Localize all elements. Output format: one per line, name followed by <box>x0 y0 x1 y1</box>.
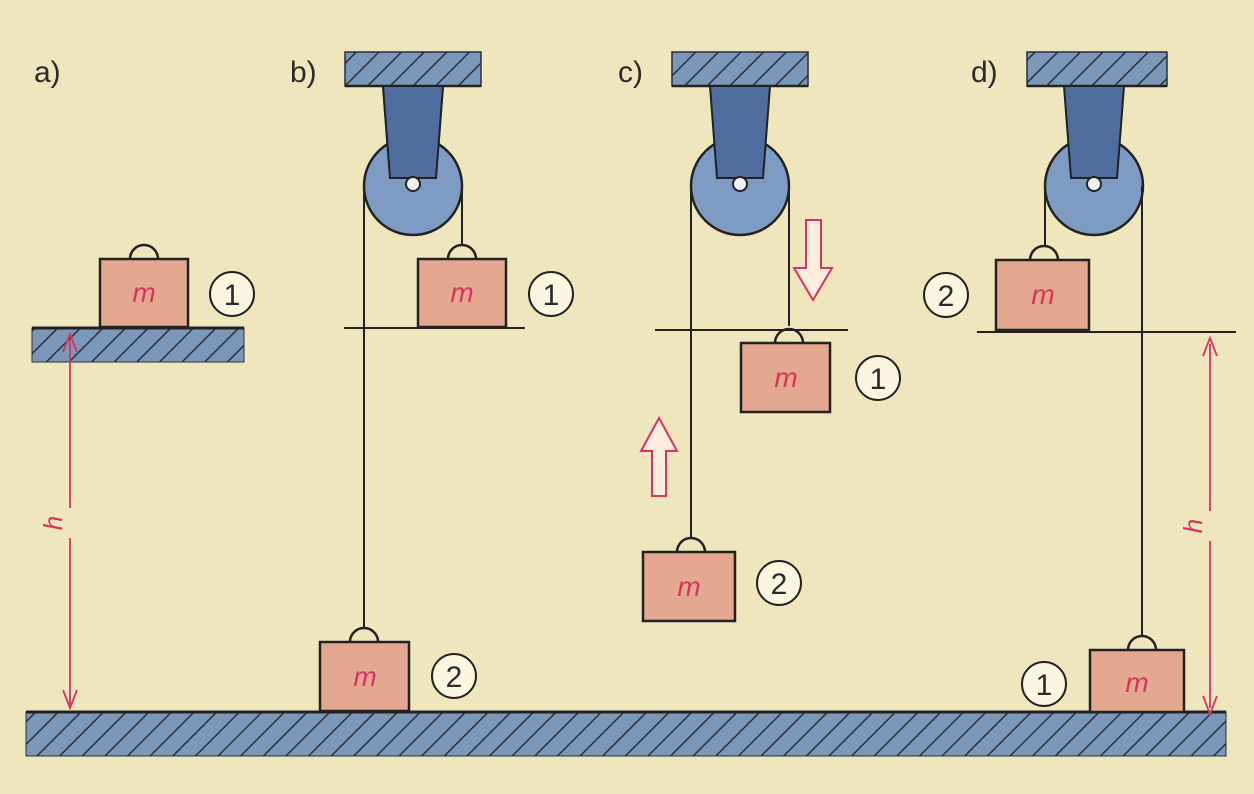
mass-number-1: 1 <box>869 363 887 396</box>
hollow-up-arrow-icon <box>641 418 677 496</box>
mass-label: m <box>677 571 701 602</box>
mass-1-block <box>100 245 188 327</box>
mass-label: m <box>1125 667 1149 698</box>
panel-b <box>290 52 573 711</box>
mass-2-block <box>643 538 735 621</box>
mass-label: m <box>450 277 474 308</box>
mass-number-1: 1 <box>1035 669 1053 702</box>
mass-1-block <box>741 329 830 412</box>
panel-c <box>618 52 900 621</box>
mass-label: m <box>774 362 798 393</box>
mass-number-2: 2 <box>770 568 788 601</box>
panel-b-label: b) <box>290 56 317 89</box>
hollow-down-arrow-icon <box>794 220 832 300</box>
panel-a <box>32 56 254 708</box>
ground-hatched-surface <box>26 712 1226 756</box>
pulley-icon <box>364 86 462 235</box>
panel-d-label: d) <box>971 56 998 89</box>
ceiling-hatched-icon <box>345 52 481 86</box>
panel-a-label: a) <box>34 56 61 89</box>
pulley-icon <box>1045 86 1143 235</box>
mass-number-1: 1 <box>223 279 241 312</box>
height-label-a: h <box>38 515 68 531</box>
ceiling-hatched-icon <box>1027 52 1167 86</box>
mass-2-block <box>320 628 409 711</box>
mass-number-2: 2 <box>937 280 955 313</box>
height-label-d: h <box>1178 518 1208 534</box>
mass-2-block <box>996 246 1089 330</box>
mass-1-block <box>418 245 506 327</box>
panel-d <box>924 52 1236 714</box>
mass-number-2: 2 <box>445 661 463 694</box>
pulley-icon <box>691 86 789 235</box>
mass-label: m <box>132 277 156 308</box>
mass-number-1: 1 <box>542 279 560 312</box>
mass-1-block <box>1090 636 1184 712</box>
mass-label: m <box>353 661 377 692</box>
mass-label: m <box>1031 279 1055 310</box>
shelf-hatched-icon <box>32 328 244 362</box>
panel-c-label: c) <box>618 56 643 89</box>
ceiling-hatched-icon <box>672 52 808 86</box>
